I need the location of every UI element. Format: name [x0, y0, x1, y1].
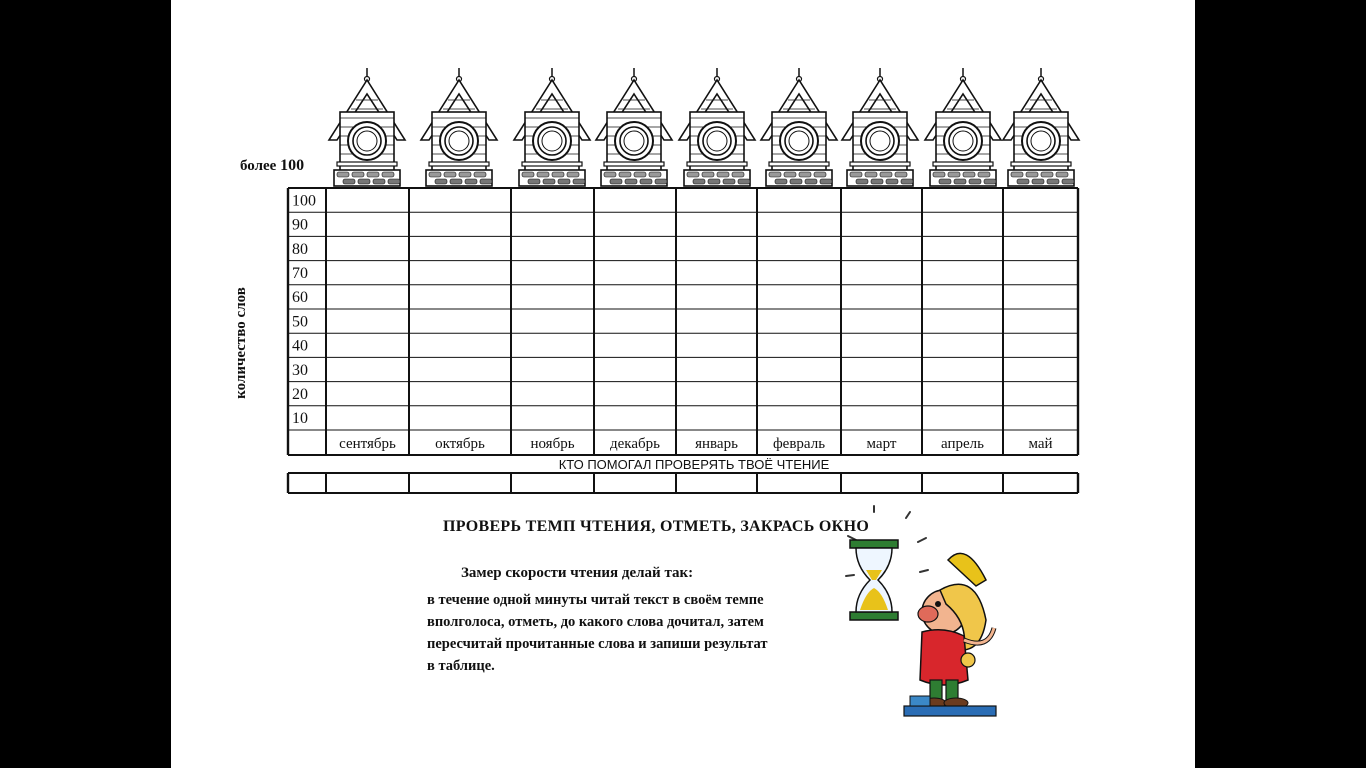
axis-title: количество слов — [233, 287, 249, 399]
month-labels — [339, 436, 1052, 452]
method-text — [427, 589, 867, 677]
y-tick-label: 10 — [292, 410, 308, 428]
y-tick-label: 40 — [292, 337, 308, 355]
y-tick-label: 20 — [292, 386, 308, 404]
house-window — [925, 68, 1001, 186]
helpers-label: КТО ПОМОГАЛ ПРОВЕРЯТЬ ТВОЁ ЧТЕНИЕ — [558, 457, 830, 472]
month-label: май — [1028, 436, 1053, 452]
y-tick-label: 60 — [292, 289, 308, 307]
y-tick-label: 70 — [292, 265, 308, 283]
month-label: сентябрь — [339, 436, 396, 452]
month-label: декабрь — [610, 436, 660, 452]
month-label: март — [866, 436, 897, 452]
gnome-hourglass-illustration — [836, 500, 1006, 730]
house-window — [329, 68, 405, 186]
house-window — [421, 68, 497, 186]
method-line: в таблице. — [427, 658, 495, 674]
instruction-title: ПРОВЕРЬ ТЕМП ЧТЕНИЯ, ОТМЕТЬ, ЗАКРАСЬ ОКНО — [443, 518, 870, 535]
house-window — [679, 68, 755, 186]
y-tick-label: 30 — [292, 361, 308, 379]
method-line: в течение одной минуты читай текст в своём темпе — [427, 592, 764, 608]
house-window — [596, 68, 672, 186]
month-label: ноябрь — [530, 436, 575, 452]
method-title: Замер скорости чтения делай так: — [461, 565, 694, 581]
house-window — [842, 68, 918, 186]
month-label: апрель — [941, 436, 984, 452]
worksheet — [171, 0, 1195, 768]
month-label: январь — [695, 436, 738, 452]
y-tick-label: 100 — [292, 192, 316, 210]
more-than-text: более — [240, 158, 277, 174]
y-tick-label: 80 — [292, 240, 308, 258]
month-label: февраль — [772, 436, 826, 452]
more-than-value: 100 — [280, 157, 305, 174]
house-window — [1003, 68, 1079, 186]
helpers-row — [559, 457, 830, 472]
y-tick-label: 90 — [292, 216, 308, 234]
y-tick-label: 50 — [292, 313, 308, 331]
house-window — [761, 68, 837, 186]
method-line: вполголоса, отметь, до какого слова дочитал, затем — [427, 614, 764, 630]
method-line: пересчитай прочитанные слова и запиши результат — [427, 636, 768, 652]
y-tick-labels — [292, 192, 316, 427]
house-window — [514, 68, 590, 186]
month-label: октябрь — [435, 436, 485, 452]
house-row — [329, 68, 1079, 186]
